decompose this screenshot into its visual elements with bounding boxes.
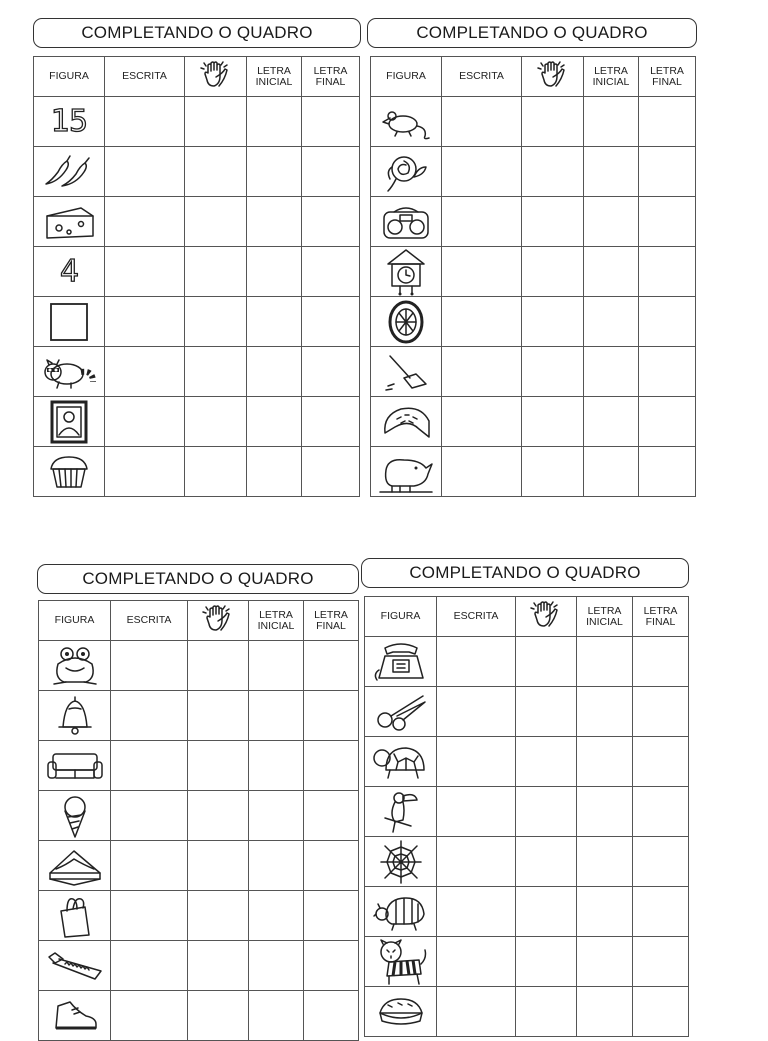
header-letra-inicial: LETRA INICIAL: [584, 57, 639, 97]
clap-cell[interactable]: [522, 247, 584, 297]
clap-cell[interactable]: [185, 147, 247, 197]
escrita-cell[interactable]: [105, 297, 185, 347]
figure-cell: [34, 97, 105, 147]
escrita-cell[interactable]: [105, 97, 185, 147]
figure-cell: [39, 891, 111, 941]
clap-cell[interactable]: [516, 737, 577, 787]
clap-cell[interactable]: [185, 397, 247, 447]
header-clap: [188, 601, 249, 641]
letra-inicial-cell[interactable]: [247, 297, 302, 347]
header-figura: FIGURA: [365, 597, 437, 637]
hand-clap-icon: [536, 82, 570, 94]
rhino-icon: [371, 450, 441, 494]
figure-cell: [34, 347, 105, 397]
letra-final-cell[interactable]: [304, 741, 359, 791]
escrita-cell[interactable]: [442, 197, 522, 247]
hand-clap-icon: [529, 622, 563, 634]
table-row: [34, 197, 360, 247]
escrita-cell[interactable]: [111, 941, 188, 991]
figure-cell: [371, 247, 442, 297]
escrita-cell[interactable]: [111, 991, 188, 1041]
clap-cell[interactable]: [188, 741, 249, 791]
letra-inicial-cell[interactable]: [584, 97, 639, 147]
armadillo-icon: [365, 892, 436, 932]
letra-final-cell[interactable]: [639, 347, 696, 397]
clap-cell[interactable]: [188, 791, 249, 841]
header-row: [39, 601, 359, 641]
grater-icon: [371, 403, 441, 441]
figure-cell: [39, 741, 111, 791]
header-figura: FIGURA: [34, 57, 105, 97]
clap-cell[interactable]: [185, 197, 247, 247]
escrita-cell[interactable]: [437, 737, 516, 787]
header-letra-inicial: LETRA INICIAL: [249, 601, 304, 641]
table-row: [365, 787, 689, 837]
header-row: [34, 57, 360, 97]
escrita-cell[interactable]: [442, 97, 522, 147]
clap-cell[interactable]: [516, 837, 577, 887]
escrita-cell[interactable]: [442, 447, 522, 497]
cheese-icon: [34, 202, 104, 242]
table-row: [39, 941, 359, 991]
worksheet-table: [33, 56, 360, 497]
escrita-cell[interactable]: [105, 347, 185, 397]
letra-final-cell[interactable]: [304, 641, 359, 691]
table-row: [34, 447, 360, 497]
table-row: [39, 791, 359, 841]
figure-cell: [34, 447, 105, 497]
letra-inicial-cell[interactable]: [584, 347, 639, 397]
letra-final-cell[interactable]: [304, 941, 359, 991]
letra-final-cell[interactable]: [639, 247, 696, 297]
letra-final-cell[interactable]: [302, 197, 360, 247]
header-escrita: ESCRITA: [105, 57, 185, 97]
letra-final-cell[interactable]: [639, 397, 696, 447]
table-row: [371, 197, 696, 247]
clap-cell[interactable]: [188, 991, 249, 1041]
figure-cell: [34, 247, 105, 297]
clap-cell[interactable]: [516, 887, 577, 937]
table-row: [34, 147, 360, 197]
letra-final-cell[interactable]: [302, 447, 360, 497]
letra-final-cell[interactable]: [302, 247, 360, 297]
figure-cell: [365, 887, 437, 937]
header-figura: FIGURA: [371, 57, 442, 97]
figure-cell: [34, 397, 105, 447]
figure-cell: [365, 837, 437, 887]
header-clap: [516, 597, 577, 637]
letra-inicial-cell[interactable]: [247, 197, 302, 247]
figure-cell: [39, 941, 111, 991]
letra-final-cell[interactable]: [633, 687, 689, 737]
escrita-cell[interactable]: [105, 447, 185, 497]
header-letra-final: LETRA FINAL: [304, 601, 359, 641]
escrita-cell[interactable]: [442, 297, 522, 347]
table-row: [365, 837, 689, 887]
square-icon: [34, 301, 104, 343]
bell-icon: [39, 693, 110, 739]
table-row: [34, 347, 360, 397]
table-row: [365, 687, 689, 737]
letra-inicial-cell[interactable]: [584, 447, 639, 497]
table-row: [371, 247, 696, 297]
figure-cell: [371, 297, 442, 347]
figure-cell: [371, 447, 442, 497]
letra-final-cell[interactable]: [302, 397, 360, 447]
header-figura: FIGURA: [39, 601, 111, 641]
escrita-cell[interactable]: [105, 247, 185, 297]
letra-inicial-cell[interactable]: [249, 991, 304, 1041]
clap-cell[interactable]: [522, 97, 584, 147]
letra-inicial-cell[interactable]: [577, 937, 633, 987]
letra-final-cell[interactable]: [304, 891, 359, 941]
number-figure: 15: [50, 103, 88, 139]
letra-inicial-cell[interactable]: [247, 247, 302, 297]
rose-icon: [371, 149, 441, 195]
figure-cell: [371, 347, 442, 397]
tiger-icon: [365, 938, 436, 986]
panel-title: COMPLETANDO O QUADRO: [37, 564, 359, 594]
letra-inicial-cell[interactable]: [577, 687, 633, 737]
figure-cell: [365, 787, 437, 837]
table-row: [39, 741, 359, 791]
figure-cell: [39, 841, 111, 891]
letra-final-cell[interactable]: [633, 887, 689, 937]
pie-icon: [365, 995, 436, 1029]
letra-inicial-cell[interactable]: [584, 197, 639, 247]
clap-cell[interactable]: [185, 447, 247, 497]
figure-cell: [365, 937, 437, 987]
escrita-cell[interactable]: [105, 147, 185, 197]
letra-inicial-cell[interactable]: [584, 247, 639, 297]
letra-inicial-cell[interactable]: [249, 841, 304, 891]
header-letra-inicial: LETRA INICIAL: [247, 57, 302, 97]
figure-cell: [39, 691, 111, 741]
letra-final-cell[interactable]: [639, 297, 696, 347]
turtle-icon: [365, 740, 436, 784]
table-row: [34, 397, 360, 447]
table-row: [365, 637, 689, 687]
letra-inicial-cell[interactable]: [577, 837, 633, 887]
letra-final-cell[interactable]: [302, 297, 360, 347]
hand-clap-icon: [201, 626, 235, 638]
figure-cell: [34, 147, 105, 197]
letra-inicial-cell[interactable]: [249, 941, 304, 991]
broom-icon: [371, 352, 441, 392]
clap-cell[interactable]: [522, 347, 584, 397]
figure-cell: [39, 791, 111, 841]
sandwich-icon: [39, 845, 110, 887]
escrita-cell[interactable]: [105, 397, 185, 447]
letra-final-cell[interactable]: [639, 447, 696, 497]
letra-final-cell[interactable]: [304, 791, 359, 841]
frog-icon: [39, 644, 110, 688]
letra-final-cell[interactable]: [633, 837, 689, 887]
letra-final-cell[interactable]: [302, 97, 360, 147]
letra-final-cell[interactable]: [633, 787, 689, 837]
peppers-icon: [34, 154, 104, 190]
letra-final-cell[interactable]: [639, 97, 696, 147]
worksheet-table: [364, 596, 689, 1037]
table-row: [365, 887, 689, 937]
clap-cell[interactable]: [522, 447, 584, 497]
letra-inicial-cell[interactable]: [577, 987, 633, 1037]
escrita-cell[interactable]: [437, 837, 516, 887]
letra-inicial-cell[interactable]: [577, 887, 633, 937]
table-row: [39, 991, 359, 1041]
saw-icon: [39, 949, 110, 983]
clap-cell[interactable]: [188, 641, 249, 691]
letra-final-cell[interactable]: [633, 637, 689, 687]
table-row: [34, 297, 360, 347]
escrita-cell[interactable]: [442, 247, 522, 297]
letra-final-cell[interactable]: [304, 691, 359, 741]
clap-cell[interactable]: [522, 197, 584, 247]
escrita-cell[interactable]: [437, 937, 516, 987]
clap-cell[interactable]: [516, 937, 577, 987]
header-letra-final: LETRA FINAL: [639, 57, 696, 97]
table-row: [39, 641, 359, 691]
clap-cell[interactable]: [188, 891, 249, 941]
panel-title: COMPLETANDO O QUADRO: [367, 18, 697, 48]
figure-cell: [371, 397, 442, 447]
header-escrita: ESCRITA: [111, 601, 188, 641]
number-figure: 4: [59, 253, 79, 289]
clap-cell[interactable]: [185, 347, 247, 397]
clap-cell[interactable]: [516, 687, 577, 737]
telephone-icon: [365, 640, 436, 684]
header-row: [371, 57, 696, 97]
radio-icon: [371, 202, 441, 242]
figure-cell: [371, 97, 442, 147]
panel-title: COMPLETANDO O QUADRO: [361, 558, 689, 588]
figure-cell: [365, 637, 437, 687]
panel-title: COMPLETANDO O QUADRO: [33, 18, 361, 48]
sofa-icon: [39, 748, 110, 784]
clap-cell[interactable]: [522, 147, 584, 197]
letra-inicial-cell[interactable]: [577, 737, 633, 787]
clap-cell[interactable]: [188, 691, 249, 741]
table-row: [39, 841, 359, 891]
escrita-cell[interactable]: [111, 741, 188, 791]
wheel-icon: [371, 299, 441, 345]
letra-final-cell[interactable]: [633, 987, 689, 1037]
letra-final-cell[interactable]: [304, 841, 359, 891]
figure-cell: [39, 641, 111, 691]
letra-inicial-cell[interactable]: [584, 147, 639, 197]
bag-icon: [39, 893, 110, 939]
letra-final-cell[interactable]: [639, 197, 696, 247]
table-row: [371, 447, 696, 497]
framed-picture-icon: [34, 399, 104, 445]
escrita-cell[interactable]: [437, 787, 516, 837]
figure-cell: [365, 737, 437, 787]
figure-cell: [34, 197, 105, 247]
letra-inicial-cell[interactable]: [577, 787, 633, 837]
escrita-cell[interactable]: [437, 637, 516, 687]
table-row: [371, 147, 696, 197]
header-clap: [522, 57, 584, 97]
figure-cell: [371, 197, 442, 247]
shoe-icon: [39, 998, 110, 1034]
clap-cell[interactable]: [522, 297, 584, 347]
scissors-icon: [365, 692, 436, 732]
escrita-cell[interactable]: [111, 691, 188, 741]
letra-final-cell[interactable]: [302, 347, 360, 397]
escrita-cell[interactable]: [105, 197, 185, 247]
figure-cell: [34, 297, 105, 347]
table-row: [34, 97, 360, 147]
header-escrita: ESCRITA: [437, 597, 516, 637]
clap-cell[interactable]: [185, 247, 247, 297]
escrita-cell[interactable]: [437, 887, 516, 937]
letra-inicial-cell[interactable]: [247, 97, 302, 147]
letra-final-cell[interactable]: [633, 937, 689, 987]
table-row: [39, 891, 359, 941]
letra-inicial-cell[interactable]: [249, 791, 304, 841]
header-clap: [185, 57, 247, 97]
escrita-cell[interactable]: [437, 687, 516, 737]
escrita-cell[interactable]: [111, 891, 188, 941]
letra-inicial-cell[interactable]: [584, 297, 639, 347]
letra-inicial-cell[interactable]: [249, 891, 304, 941]
table-row: [39, 691, 359, 741]
cupcake-icon: [34, 453, 104, 491]
header-row: [365, 597, 689, 637]
letra-inicial-cell[interactable]: [584, 397, 639, 447]
spider-web-icon: [365, 839, 436, 885]
escrita-cell[interactable]: [111, 641, 188, 691]
table-row: [371, 297, 696, 347]
clap-cell[interactable]: [516, 987, 577, 1037]
letra-inicial-cell[interactable]: [249, 741, 304, 791]
table-row: [365, 737, 689, 787]
header-escrita: ESCRITA: [442, 57, 522, 97]
figure-cell: [371, 147, 442, 197]
raccoon-icon: [34, 352, 104, 392]
escrita-cell[interactable]: [442, 347, 522, 397]
letra-inicial-cell[interactable]: [247, 147, 302, 197]
letra-final-cell[interactable]: [304, 991, 359, 1041]
letra-inicial-cell[interactable]: [249, 691, 304, 741]
table-row: [365, 937, 689, 987]
letra-inicial-cell[interactable]: [247, 397, 302, 447]
escrita-cell[interactable]: [111, 841, 188, 891]
letra-inicial-cell[interactable]: [249, 641, 304, 691]
escrita-cell[interactable]: [111, 791, 188, 841]
table-row: [34, 247, 360, 297]
clap-cell[interactable]: [188, 941, 249, 991]
table-row: [365, 987, 689, 1037]
clap-cell[interactable]: [516, 637, 577, 687]
clap-cell[interactable]: [188, 841, 249, 891]
clap-cell[interactable]: [516, 787, 577, 837]
mouse-icon: [371, 102, 441, 142]
table-row: [371, 347, 696, 397]
ice-cream-icon: [39, 793, 110, 839]
header-letra-inicial: LETRA INICIAL: [577, 597, 633, 637]
toucan-icon: [365, 788, 436, 836]
letra-final-cell[interactable]: [633, 737, 689, 787]
clap-cell[interactable]: [185, 97, 247, 147]
worksheet-table: [370, 56, 696, 497]
clap-cell[interactable]: [522, 397, 584, 447]
letra-final-cell[interactable]: [302, 147, 360, 197]
letra-inicial-cell[interactable]: [247, 447, 302, 497]
escrita-cell[interactable]: [437, 987, 516, 1037]
letra-inicial-cell[interactable]: [577, 637, 633, 687]
escrita-cell[interactable]: [442, 147, 522, 197]
clap-cell[interactable]: [185, 297, 247, 347]
header-letra-final: LETRA FINAL: [633, 597, 689, 637]
hand-clap-icon: [199, 82, 233, 94]
figure-cell: [365, 987, 437, 1037]
escrita-cell[interactable]: [442, 397, 522, 447]
table-row: [371, 397, 696, 447]
table-row: [371, 97, 696, 147]
letra-final-cell[interactable]: [639, 147, 696, 197]
figure-cell: [365, 687, 437, 737]
header-letra-final: LETRA FINAL: [302, 57, 360, 97]
worksheet-table: [38, 600, 359, 1041]
letra-inicial-cell[interactable]: [247, 347, 302, 397]
figure-cell: [39, 991, 111, 1041]
cuckoo-clock-icon: [371, 248, 441, 296]
